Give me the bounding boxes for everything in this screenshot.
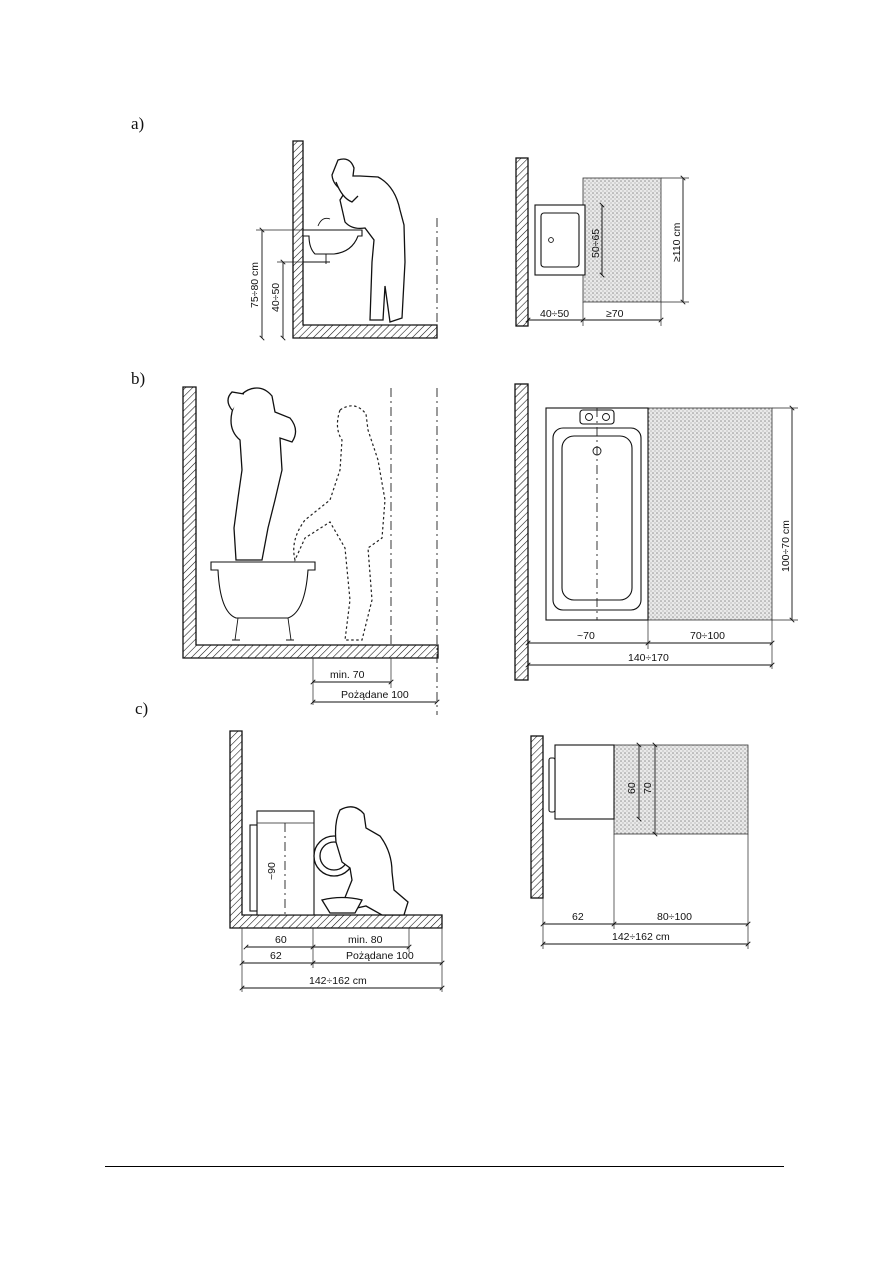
panel-b <box>131 369 798 715</box>
dim-side-total <box>242 975 442 988</box>
washing-machine-plan <box>549 745 614 819</box>
dim-machine-width-label: 60 <box>275 934 287 946</box>
dim-bath-width-label: ~70 <box>577 630 595 642</box>
dim-zone-width-label: ≥70 <box>606 308 624 320</box>
panel-a-plan-view <box>516 158 689 326</box>
panel-b-label: b) <box>131 369 146 388</box>
dim-zone-depth <box>661 178 689 302</box>
bathtub-side <box>211 562 315 640</box>
panel-c-plan-view <box>531 736 748 949</box>
dim-zone-width-label: 80÷100 <box>657 911 692 923</box>
dim-zone-depth-label: ≥110 cm <box>671 222 683 262</box>
dim-min-clearance-label: min. 80 <box>348 934 383 946</box>
wall-section <box>183 387 438 658</box>
panel-a-label: a) <box>131 114 145 133</box>
dim-side-row2 <box>242 950 442 963</box>
dim-plan-total-label: 142÷162 cm <box>612 931 670 943</box>
dim-basin-height-label: 40÷50 <box>270 282 282 312</box>
bathtub-plan <box>546 408 648 620</box>
washbasin-plan <box>535 205 585 275</box>
panel-b-side-view <box>183 387 438 715</box>
dim-desired-clearance-label: Pożądane 100 <box>341 689 409 701</box>
wall-plan <box>515 384 528 680</box>
panel-c <box>135 699 748 992</box>
dim-machine-height-label: ~90 <box>266 862 278 880</box>
washing-machine-side <box>250 811 314 915</box>
panel-b-plan-view <box>515 384 798 680</box>
dim-bath-length-label: 100÷70 cm <box>780 520 792 572</box>
dim-depth-70-label: 70 <box>642 782 654 794</box>
dim-machine-gap-label: 62 <box>270 950 282 962</box>
dim-plan-widths <box>528 302 661 326</box>
dim-total-width-label: 140÷170 <box>628 652 669 664</box>
dim-desired-clearance <box>313 689 437 702</box>
dim-plan-widths <box>543 834 748 949</box>
dim-min-clearance-label: min. 70 <box>330 669 365 681</box>
dim-depth-60-label: 60 <box>626 782 638 794</box>
dim-machine-width-label: 62 <box>572 911 584 923</box>
panel-c-label: c) <box>135 699 149 718</box>
stepping-person-outline <box>294 406 385 640</box>
panel-c-side-view <box>230 731 442 992</box>
dim-basin-depth-label: 50÷65 <box>590 228 602 258</box>
wall-plan <box>531 736 543 898</box>
dim-zone-width-label: 70÷100 <box>690 630 725 642</box>
usage-zone <box>648 408 772 620</box>
dim-side-total-label: 142÷162 cm <box>309 975 367 987</box>
footer-divider <box>105 1166 784 1167</box>
bathing-person-figure <box>228 388 296 560</box>
panel-a-side-view <box>249 141 437 338</box>
dim-min-clearance <box>313 658 391 688</box>
dim-total-height-label: 75÷80 cm <box>249 261 261 308</box>
panel-a <box>131 114 689 338</box>
dim-basin-width-label: 40÷50 <box>540 308 570 320</box>
dim-bath-length <box>772 408 798 620</box>
wall-plan <box>516 158 528 326</box>
dim-plan-widths <box>528 620 772 669</box>
kneeling-person-figure <box>314 807 408 915</box>
dim-desired-clearance-label: Pożądane 100 <box>346 950 414 962</box>
